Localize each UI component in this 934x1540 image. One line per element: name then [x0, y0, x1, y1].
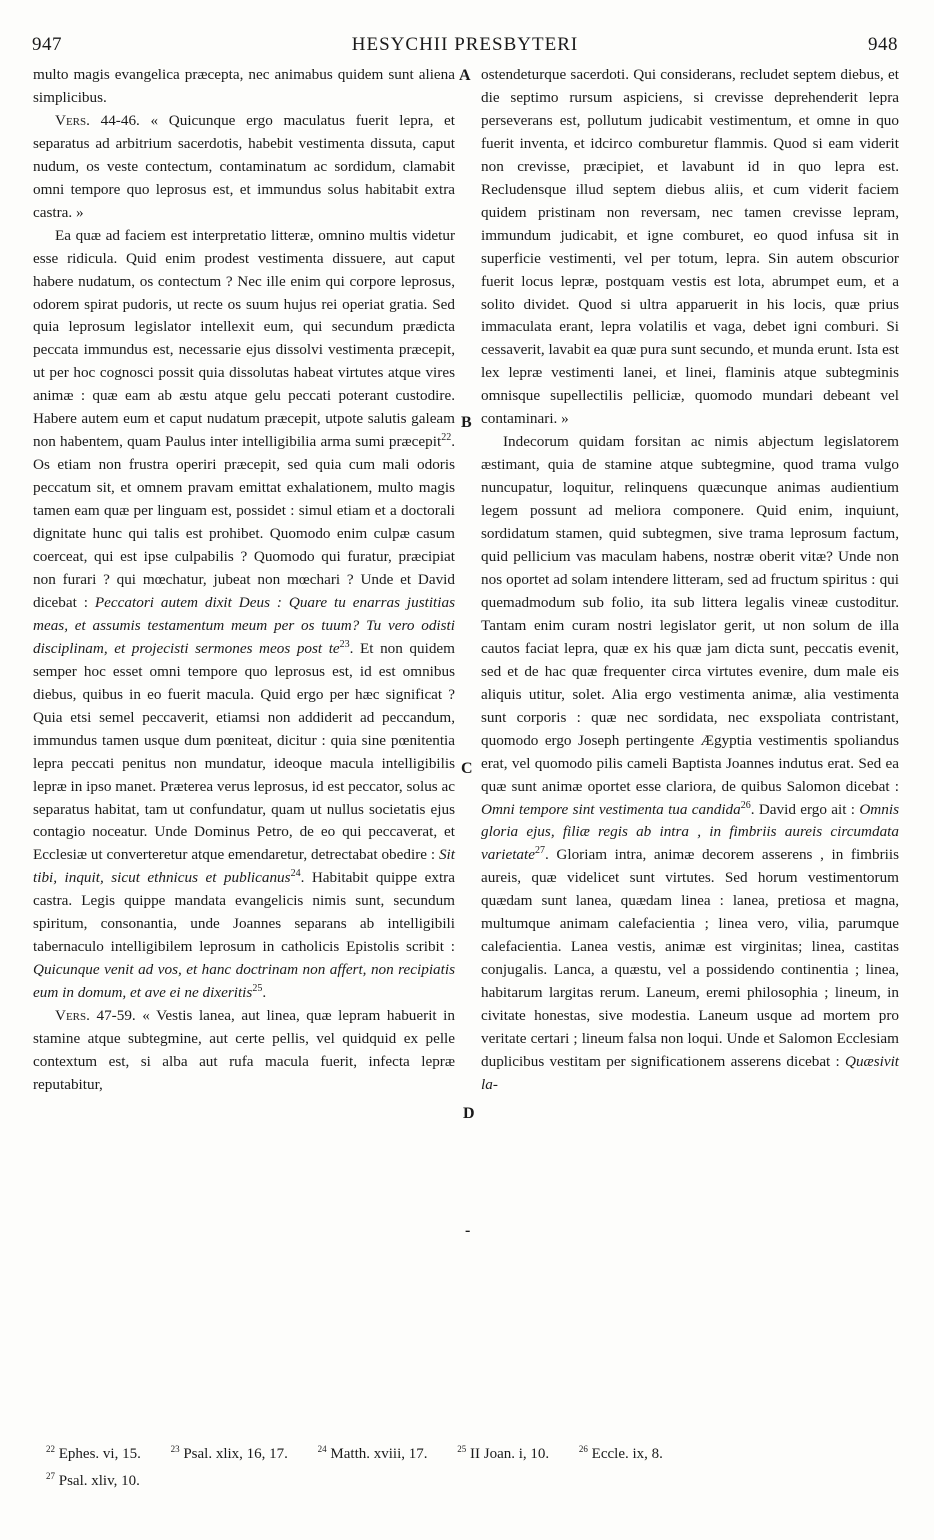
quotation: Quæsivit la-: [481, 1052, 900, 1093]
footnotes: [46, 1438, 906, 1492]
footnote-ref: 27: [534, 845, 545, 857]
footnote-ref: 24: [290, 868, 301, 880]
footnote-22: $^{22}$ Ephes. vi, 15.: [46, 1444, 141, 1462]
footnote-26: $^{26}$ Eccle. ix, 8.: [578, 1444, 663, 1462]
paragraph: ostendeturque sacerdoti. Qui considerans, recludet septem diebus, et die septimo rursum aspiciens, si crevisse deprehenderit lepra perseverans est, pollutum judicabit vestimentum, et omne in quo fuerit inventa, et idcirco comburetur flammis. Quod si eam viderit non crevisse, præcipiet, et lavabunt id in quo lepra est. Recludensque illud septem diebus aliis, et cum viderit faciem quidem pristinam non reversam, nec tamen crevisse lepram, immundum judicabit, et igne comburet, eo quod infusa sit in superficie vestimenti, vel per totum, lepra. Sin autem obscurior fuerit locus lepræ, postquam vestis est lota, abrumpet eum, et a solito dividet. Quod si ultra apparuerit in his locis, quæ prius immaculata erant, lepra volatilis et vaga, debet igni comburi. Si cessaverit, lavabit ea quæ pura sunt secundo, et munda erunt. Ista est lex lepræ vestimenti lanei, et linei, flaminis atque subtegminis omnisque supellectilis pelliciæ, quomodo mundari debeant vel contaminari. »: [481, 66, 899, 428]
page-header: [32, 34, 898, 62]
footnote-23: $^{23}$ Psal. xlix, 16, 17.: [170, 1444, 288, 1462]
footnote-25: $^{25}$ II Joan. i, 10.: [457, 1444, 550, 1462]
quotation: Omni tempore sint vestimenta tua candida: [481, 800, 741, 818]
paragraph: multo magis evangelica præcepta, nec animabus quidem sunt aliena simplicibus.: [33, 66, 455, 106]
footnote-row: [46, 1465, 906, 1492]
margin-marker-c: C: [461, 760, 473, 777]
footnote-27: $^{27}$ Psal. xliv, 10.: [46, 1471, 140, 1489]
footnote-ref: 26: [740, 799, 751, 811]
quotation: Quicunque venit ad vos, et hanc doctrinam non affert, non recipiatis eum in domum, et ave ei ne dixeritis: [33, 961, 455, 1002]
margin-marker-b: B: [461, 414, 472, 431]
margin-marker-a: A: [459, 67, 471, 84]
paragraph: Ea quæ ad faciem est interpretatio litteræ, omnino multis videtur esse ridicula. Quid enim prodest vestimenta dissuere, aut caput habere nudatum, os contectum ? Nec ille enim qui corpore leprosus, odorem spirat pudoris, ut recte os suum hujus rei operiat gratia. Sed quia leprosum legislator intellexit eum, qui secundum prædicta peccata immundus est, necessarie ejus dissolvi vestimenta præcepit, ut per hoc cognosci possit quia dissolutas habeat virtutes atque vires animæ : quæ eam ab æstu atque gelu peccati poterant custodire. Habere autem eum et caput nudatum præcepit, utpote salutis galeam non habentem, quam Paulus inter intelligibilia arma sumi præcepit$^{22}$. Os etiam non frustra operiri præcepit, sed quia cum mali odoris peccatum sit, et omnem pravam emittat exhalationem, multo magis tamen eam quæ per linguam est, possidet : simul etiam et a doctorali dignitate hunc qui talis est prohibet. Quomodo enim culpæ casum coerceat, qui est ipse culpabilis ? Quomodo qui furatur, præcipiat non furari ? qui mœchatur, jubeat non mœchari ? Unde et David dicebat : Peccatori autem dixit Deus : Quare tu enarras justitias meas, et assumis testamentum meum per os tuum? Tu vero odisti disciplinam, et projecisti sermones meos post $te^{23}$. Et non quidem semper hoc esset omni tempore quo leprosus est, id est omnibus diebus, quibus in eo fuerit macula. Quid ergo per hæc significat ? Quia etsi semel peccaverit, etiamsi non addiderit ad peccandum, immundus tamen usque dum pœniteat, dicitur : quia sine pœnitentia lepra peccati penitus non mundatur, ideoque macula intelligibilis lepræ in ipso manet. Præterea verus leprosus, id est peccator, solus ac separatus habitat, tam ut confundatur, quam ut nullus societatis ejus contagio noceatur. Unde Dominus Petro, de eo qui peccaverat, et Ecclesiæ ut converteretur atque emendaretur, detrectabat obedire : Sit tibi, inquit, sicut ethnicus et publicanus$^{24}$. Habitabit quippe extra castra. Legis quippe mandata evangelicis nimis sunt, secundum spiritum, consonantia, unde Joannes separans ab intelligibili tabernaculo intelligibilem leprosum in catholicis Epistolis scribit : Quicunque venit ad vos, et hanc doctrinam non affert, non recipiatis eum in domum, et ave ei ne dixeritis$^{25}$.: [33, 226, 456, 1002]
quotation: Peccatori autem dixit Deus : Quare tu enarras justitias meas, et assumis testamentum meum per os tuum? Tu vero odisti disciplinam, et projecisti sermones meos post te: [33, 593, 456, 657]
verse-heading: Vers. 47-59.: [55, 1007, 136, 1025]
paragraph: Vers. 44-46. « Quicunque ergo maculatus fuerit lepra, et separatus ad arbitrium sacerdotis, habebit vestimenta dissuta, caput nudum, os veste contectum, contaminatum ac sordidum, clamabit omni tempore quo leprosus est, et immundus solus habitabit extra castra. »: [33, 111, 456, 221]
margin-marker-d: D: [463, 1105, 475, 1122]
margin-marker-dash: -: [465, 1222, 471, 1239]
footnote-row: [46, 1438, 906, 1465]
footnote-ref: 22: [441, 432, 452, 444]
right-column: [481, 64, 899, 1097]
running-title: HESYCHII PRESBYTERI: [351, 34, 579, 55]
footnote-ref: 25: [252, 983, 263, 995]
page-number-left: 947: [32, 34, 62, 55]
paragraph: Vers. 47-59. « Vestis lanea, aut linea, quæ lepram habuerit in stamine atque subtegmine, aut certe pellis, vel quidquid ex pelle contextum est, si alba aut rufa macula fuerit, infecta lepræ reputabitur,: [33, 1007, 455, 1093]
quotation: Sit tibi, inquit, sicut ethnicus et publicanus: [33, 846, 455, 887]
paragraph: Indecorum quidam forsitan ac nimis abjectum legislatorem æstimant, quia de stamine atque subtegmine, quod trama vulgo nuncupatur, loquitur, relinquens quæcunque animas audientium legem possunt ad meliora componere. Quid enim, inquiunt, sordidatum stamen, quid subtegmen, sive trama leprosum factum, quid pellicium vas maculam habens, nostræ oberit vitæ? Unde non nos oportet ad solam intendere litteram, sed ad fructum spiritus : qui quemadmodum sub folio, ita sub littera legalis vineæ custoditur. Tantam enim curam nostri legislator gerit, ut non solum de illa cautos faciat lepra, quæ ex his quæ jam dicta sunt, peccatis evenit, sed et de hac quæ frequenter circa virtutes evenire, dum male eis aliquis utitur, solet. Alia ergo vestimenta animæ, alia vestimenta sunt corporis : quæ nec sordidata, nec exspoliata contristant, quomodo ergo Joseph pertingente Ægyptia vestimentis spoliandus erat, vel quomodo pilis cameli Baptista Joannes indutus erat. Sed ea quæ sunt animæ oportet esse clariora, de quibus Salomon dicebat : Omni tempore sint vestimenta tua candida$^{26}$. David ergo ait : Omnis gloria ejus, filiæ regis ab intra , in fimbriis aureis circumdata varietate$^{27}$. Gloriam intra, animæ decorem asserens , in fimbriis aureis, quæ videlicet sunt virtutes. Sed horum vestimentorum quædam sunt lanea, quædam linea : lanea, pretiosa et magna, multumque animam calefacientia ; linea vero, vilia, parumque calefacientia. Lanea vestis, animæ est virginitas; linea, castitas conjugalis. Lanca, a quæstu, vel a possidendo continentia ; linea, habitarum largitas rerum. Laneum, eremi philosophia ; lineum, in civitate honestas, sive modestia. Laneum usque ad mortem pro veritate certari ; lineum falsa non loqui. Unde et Salomon Ecclesiam duplicibus vestitam per significationem asserens dicebat : Quæsivit la-: [481, 433, 900, 1093]
footnote-ref: 23: [339, 638, 350, 650]
verse-heading: Vers. 44-46.: [55, 111, 140, 129]
left-column: [33, 64, 455, 1097]
page-number-right: 948: [868, 34, 898, 55]
quotation: Omnis gloria ejus, filiæ regis ab intra , in fimbriis aureis circumdata varietate: [481, 800, 899, 864]
footnote-24: $^{24}$ Matth. xviii, 17.: [317, 1444, 428, 1462]
